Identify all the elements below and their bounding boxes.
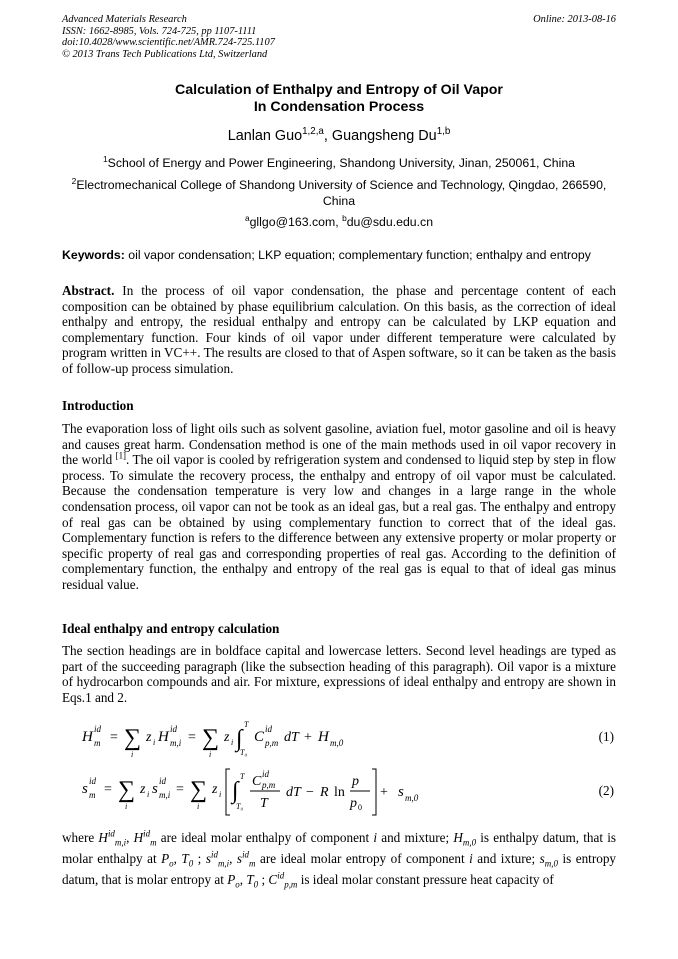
svg-text:i: i	[131, 750, 134, 759]
title-line-2: In Condensation Process	[253, 99, 425, 115]
math-H-id-m: $H^{id}_m$	[133, 828, 157, 848]
svg-text:m: m	[94, 738, 101, 748]
online-date: Online: 2013-08-16	[533, 14, 616, 25]
svg-text:i: i	[147, 790, 150, 799]
email-marker: b	[342, 212, 347, 223]
math-P0: $P_o$	[227, 872, 240, 890]
equation-2-formula	[80, 763, 400, 819]
svg-text:i: i	[231, 738, 234, 747]
svg-text:∑: ∑	[124, 725, 142, 751]
author-affiliation-marker: 1,b	[436, 126, 451, 138]
svg-text:s: s	[82, 781, 88, 797]
svg-text:id: id	[94, 724, 102, 734]
paragraph-text: and mixture;	[377, 830, 454, 845]
svg-text:id: id	[265, 724, 273, 734]
svg-text:=: =	[176, 782, 184, 797]
section-heading-ideal: Ideal enthalpy and entropy calculation	[62, 621, 280, 636]
citation-reference: [1]	[115, 450, 127, 461]
svg-text:p,m: p,m	[265, 738, 279, 748]
author-name: Guangsheng Du	[331, 128, 437, 144]
paragraph-text: and ixture;	[472, 851, 540, 866]
paragraph-text: is ideal molar constant pressure heat capacity of	[297, 872, 554, 887]
svg-text:m,0: m,0	[405, 793, 419, 803]
svg-text:id: id	[170, 724, 178, 734]
svg-text:dT: dT	[286, 785, 301, 800]
svg-text:T: T	[244, 720, 249, 729]
svg-text:∫: ∫	[232, 778, 239, 804]
abstract-text: In the process of oil vapor condensation, the phase and percentage content of each composition can be obtained by phase equilibrium calculation. On this basis, as the correction of ideal enthalpy and entropy, the residual enthalpy and entropy can be calculated by LKP equation and complementary function. Four kinds of oil vapor under different temperature were calculated by program written in VC++. The results are closed to that of Aspen software, so it can be taken as the basis of follow-up process simulation.	[62, 283, 616, 376]
author-name: Lanlan Guo	[227, 128, 303, 144]
email-address: gllgo@163.com,	[249, 215, 343, 229]
abstract-label: Abstract.	[62, 283, 115, 298]
affiliation-1	[62, 155, 616, 171]
paragraph-text: are ideal molar entropy of component	[255, 851, 470, 866]
affiliation-text: Electromechanical College of Shandong University of Science and Technology, Qingdao, 266590, China	[76, 178, 607, 208]
introduction-paragraph	[62, 421, 616, 593]
paragraph-text: ,	[126, 830, 134, 845]
paragraph-text: is enthalpy datum, that is molar enthalpy at	[62, 830, 616, 866]
title-line-1: Calculation of Enthalpy and Entropy of Oil Vapor	[175, 82, 503, 98]
svg-text:z: z	[140, 782, 146, 797]
math-s-m0: $s_{m,0}$	[539, 851, 559, 869]
svg-text:s: s	[152, 781, 158, 797]
svg-text:=: =	[104, 782, 112, 797]
author-emails	[62, 214, 616, 230]
svg-text:ln: ln	[334, 785, 345, 800]
variable-definitions-paragraph	[62, 827, 616, 890]
svg-text:p: p	[352, 774, 359, 789]
section-heading-introduction: Introduction	[62, 398, 134, 413]
affiliation-marker: 1	[102, 153, 108, 164]
doi-line: doi:10.4028/www.scientific.net/AMR.724-725.1107	[62, 37, 275, 49]
svg-text:p: p	[350, 796, 357, 811]
svg-text:0: 0	[358, 803, 362, 812]
svg-text:T: T	[240, 772, 245, 781]
math-s-id-mi: $s^{id}_{m,i}$	[205, 849, 230, 869]
equation-2-datum-term	[398, 763, 438, 819]
svg-text:∑: ∑	[202, 725, 220, 751]
paper-title	[62, 82, 616, 116]
abstract	[62, 283, 616, 377]
copyright-line: © 2013 Trans Tech Publications Ltd, Switzerland	[62, 48, 268, 60]
paragraph-text: are ideal molar enthalpy of component	[156, 830, 374, 845]
math-H-id-mi: $H^{id}_{m,i}$	[98, 828, 127, 848]
svg-text:i: i	[153, 738, 156, 747]
paragraph-text: is entropy datum, that is molar entropy at	[62, 851, 617, 887]
svg-text:i: i	[219, 790, 222, 799]
svg-text:i: i	[197, 802, 200, 811]
paragraph-text: ,	[239, 872, 247, 887]
svg-text:C: C	[254, 729, 265, 745]
paragraph-text: The evaporation loss of light oils such as solvent gasoline, aviation fuel, motor gasoline and oil is heavy and causes great harm. Condensation method is one of the main methods used in oil vapor recovery in the world	[62, 421, 616, 468]
affiliation-marker: 2	[71, 175, 77, 186]
svg-text:+: +	[304, 730, 312, 745]
equation-number: (2)	[598, 783, 614, 798]
svg-text:m,i: m,i	[159, 790, 171, 800]
keywords-label: Keywords:	[62, 248, 125, 262]
svg-text:T₀: T₀	[236, 802, 244, 811]
svg-text:z: z	[224, 730, 230, 745]
svg-text:z: z	[212, 782, 218, 797]
paragraph-text: ,	[229, 851, 237, 866]
svg-text:H: H	[158, 729, 169, 745]
keywords	[62, 248, 616, 262]
affiliation-2	[62, 177, 616, 209]
ideal-section-paragraph: The section headings are in boldface capital and lowercase letters. Second level headings are typed as part of the succeeding paragraph (like the subsection heading of this paragraph). Oil vapor is a mixture of hydrocarbon compounds and air. For mixture, expressions of ideal enthalpy and entropy are shown in Eqs.1 and 2.	[62, 643, 616, 705]
equation-1	[62, 713, 616, 763]
svg-text:∑: ∑	[118, 777, 136, 803]
svg-text:=: =	[110, 730, 118, 745]
running-header	[62, 14, 616, 60]
svg-text:H: H	[82, 729, 93, 745]
svg-text:T: T	[260, 796, 268, 811]
equation-1-formula	[80, 713, 400, 761]
paragraph-text: ;	[258, 872, 269, 887]
svg-text:i: i	[125, 802, 128, 811]
svg-text:m: m	[89, 790, 96, 800]
svg-text:id: id	[89, 776, 97, 786]
svg-text:H: H	[318, 729, 329, 745]
svg-text:z: z	[146, 730, 152, 745]
svg-text:+: +	[380, 785, 388, 800]
svg-text:id: id	[159, 776, 167, 786]
author-affiliation-marker: 1,2,a	[302, 126, 324, 138]
svg-text:dT: dT	[284, 730, 299, 745]
paragraph-text: ,	[173, 851, 182, 866]
svg-text:∫: ∫	[236, 726, 243, 752]
svg-text:s: s	[398, 784, 404, 800]
paragraph-text: . The oil vapor is cooled by refrigeration system and condensed to liquid step by step in flow process. To simulate the recovery process, the enthalpy and entropy of oil vapor must be calculated. Because the condensation temperature is very low and changes in a large range in the whole condensation process, oil vapor can not be took as an ideal gas, but a real gas. The enthalpy and entropy of real gas can be obtained by using complementary function to correct that of the ideal gas. Complementary function is refers to the difference between any extensive property or molar property or specific property of real gas and corresponding properties of real gas. According to the definition of complementary function, the enthalpy and entropy of the real gas is equal to that of ideal gas minus residual value.	[62, 452, 616, 592]
email-address: du@sdu.edu.cn	[346, 215, 434, 229]
email-marker: a	[244, 212, 250, 223]
math-P0: $P_o$	[161, 851, 174, 869]
svg-text:id: id	[262, 769, 270, 779]
svg-text:R: R	[320, 785, 329, 800]
affiliation-text: School of Energy and Power Engineering, Shandong University, Jinan, 250061, China	[107, 156, 575, 170]
keywords-text: oil vapor condensation; LKP equation; complementary function; enthalpy and entropy	[124, 248, 591, 262]
math-T0: $T_0$	[246, 872, 259, 890]
issn-line: ISSN: 1662-8985, Vols. 724-725, pp 1107-1111	[62, 25, 257, 37]
svg-text:m,0: m,0	[330, 738, 344, 748]
journal-name: Advanced Materials Research	[62, 14, 187, 25]
math-T0: $T_0$	[181, 851, 194, 869]
svg-text:−: −	[306, 785, 314, 800]
math-i: i	[469, 851, 473, 866]
math-i: i	[373, 830, 378, 845]
math-H-m0: $H_{m,0}$	[453, 830, 477, 848]
svg-text:∑: ∑	[190, 777, 208, 803]
equation-number: (1)	[598, 729, 614, 744]
math-C-id-pm: $C^{id}_{p,m}$	[268, 870, 298, 890]
paragraph-text: ;	[193, 851, 206, 866]
svg-text:=: =	[188, 730, 196, 745]
author-separator: ,	[323, 128, 332, 144]
paragraph-text: where	[62, 830, 99, 845]
math-s-id-m: $s^{id}_m$	[236, 849, 256, 869]
svg-text:C: C	[252, 774, 262, 789]
svg-text:i: i	[209, 750, 212, 759]
svg-text:T₀: T₀	[240, 748, 248, 757]
svg-text:p,m: p,m	[262, 780, 276, 790]
author-list	[62, 128, 616, 144]
equation-2	[62, 763, 616, 813]
svg-text:m,i: m,i	[170, 738, 182, 748]
